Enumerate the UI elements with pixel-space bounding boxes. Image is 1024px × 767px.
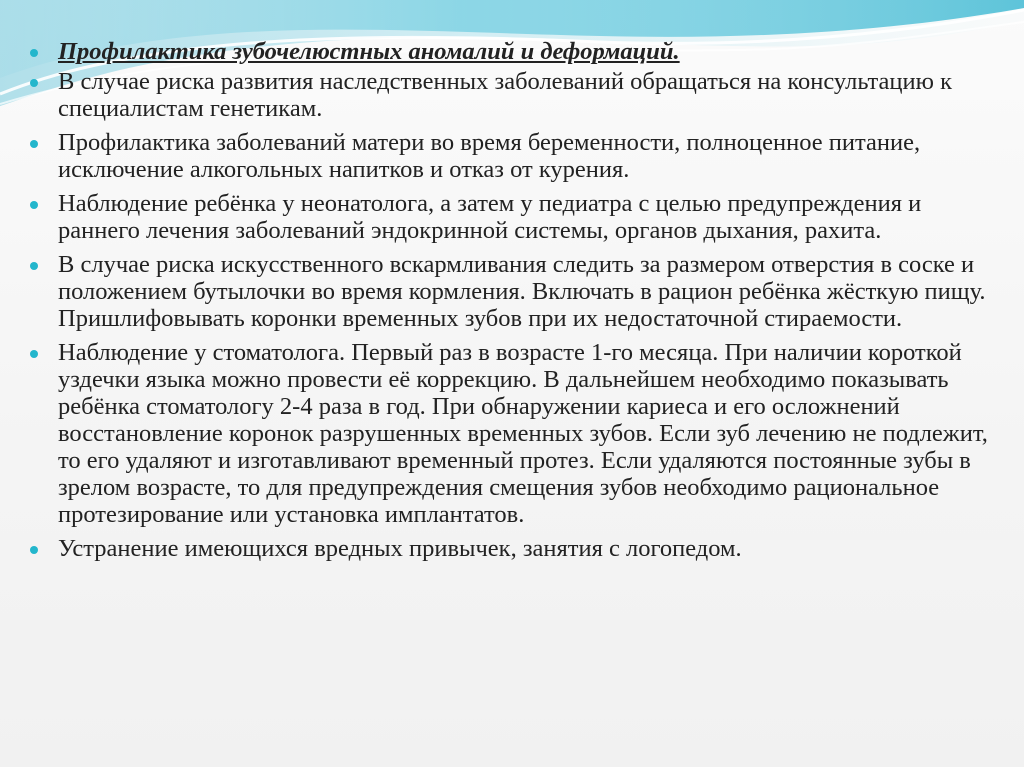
list-item	[26, 251, 1001, 332]
bullet-text: Устранение имеющихся вредных привычек, занятия с логопедом.	[58, 535, 742, 562]
list-item	[26, 38, 1001, 65]
slide-heading: Профилактика зубочелюстных аномалий и деформаций.	[58, 38, 680, 65]
bullet-list	[26, 38, 1001, 562]
list-item	[26, 129, 1001, 183]
bullet-text: Наблюдение у стоматолога. Первый раз в возрасте 1-го месяца. При наличии короткой уздечки языка можно провести её коррекцию. В дальнейшем необходимо показывать ребёнка стоматологу 2-4 раза в год. При обнаружении кариеса и его осложнений восстановление коронок разрушенных временных зубов. Если зуб лечению не подлежит, то его удаляют и изготавливают временный протез. Если удаляются постоянные зубы в зрелом возрасте, то для предупреждения смещения зубов необходимо рациональное протезирование или установка имплантатов.	[58, 339, 988, 528]
list-item	[26, 190, 1001, 244]
list-item	[26, 339, 1001, 528]
bullet-dot-icon	[30, 350, 38, 358]
bullet-text: Наблюдение ребёнка у неонатолога, а затем у педиатра с целью предупреждения и раннего лечения заболеваний эндокринной системы, органов дыхания, рахита.	[58, 190, 922, 244]
bullet-text: Профилактика заболеваний матери во время беременности, полноценное питание, исключение алкогольных напитков и отказ от курения.	[58, 129, 921, 183]
list-item	[26, 68, 1001, 122]
bullet-dot-icon	[30, 201, 38, 209]
bullet-dot-icon	[30, 140, 38, 148]
bullet-dot-icon	[30, 49, 38, 57]
list-item	[26, 535, 1001, 562]
bullet-dot-icon	[30, 262, 38, 270]
bullet-dot-icon	[30, 546, 38, 554]
bullet-text: В случае риска развития наследственных заболеваний обращаться на консультацию к специалистам генетикам.	[58, 68, 952, 122]
bullet-dot-icon	[30, 79, 38, 87]
bullet-text: В случае риска искусственного вскармливания следить за размером отверстия в соске и положением бутылочки во время кормления. Включать в рацион ребёнка жёсткую пищу. Пришлифовывать коронки временных зубов при их недостаточной стираемости.	[58, 251, 986, 332]
slide-content	[26, 38, 1001, 569]
